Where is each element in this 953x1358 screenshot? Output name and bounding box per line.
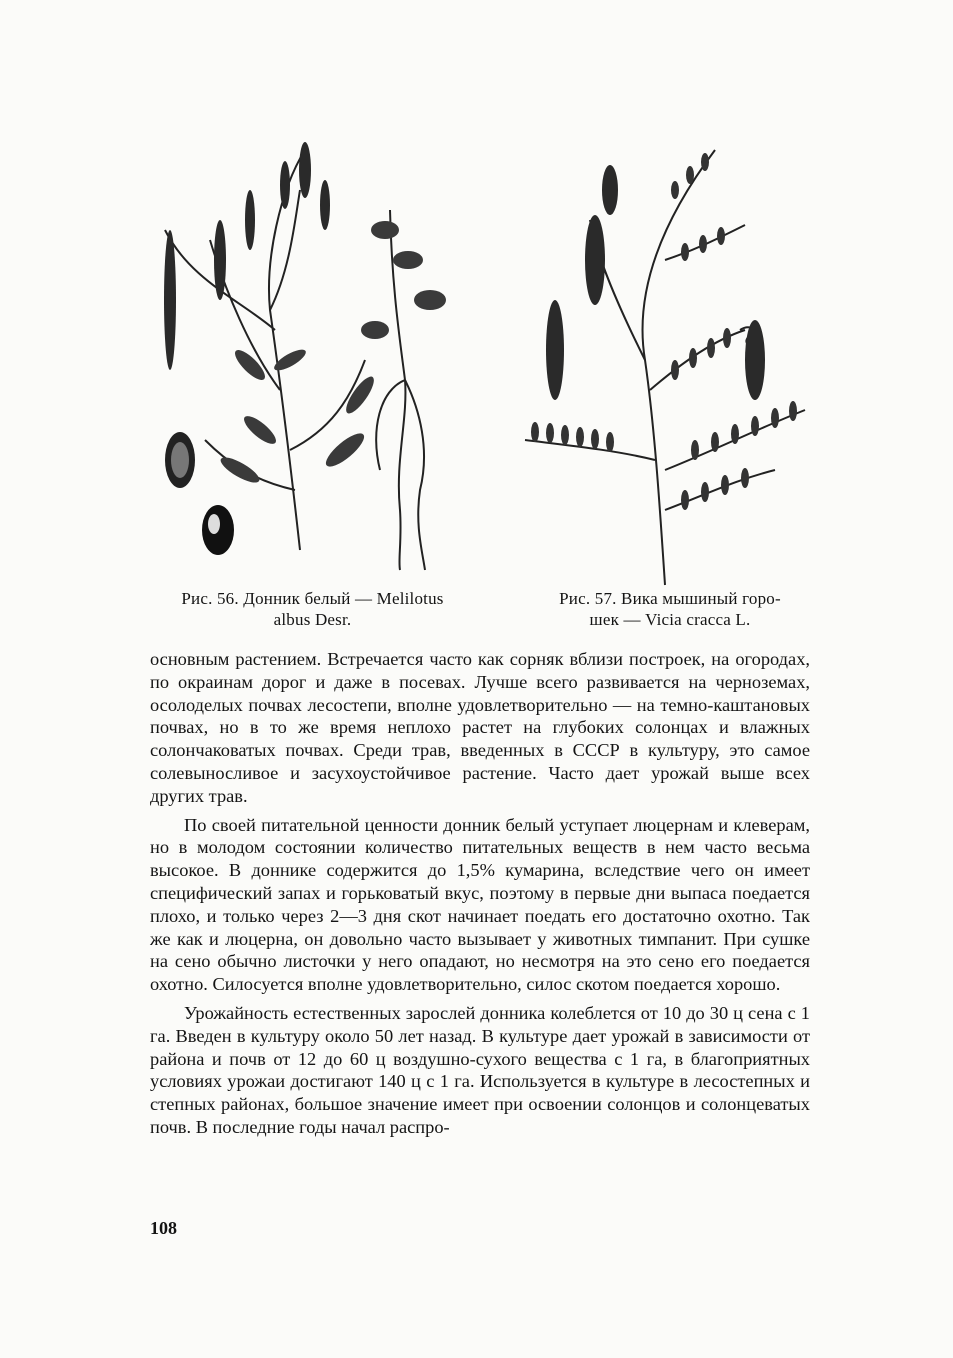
figure-57-caption	[515, 588, 825, 630]
paragraph-3: Урожайность естественных зарослей донника колеблется от 10 до 30 ц сена с 1 га. Введен в культуру около 50 лет назад. В культуре дает урожай в зависимости от района и почв от 12 до 60 ц воздушно-сухого вещества с 1 га, в благоприятных условиях урожаи достигают 140 ц с 1 га. Используется в культуре в лесостепных и степных районах, большое значение имеет при освоении солонцов и солонцеватых почв. В последние годы начал распро-	[150, 1002, 810, 1137]
paragraph-2: По своей питательной ценности донник белый уступает люцернам и клеверам, но в молодом состоянии количество питательных веществ в нем часто весьма высокое. В доннике содержится до 1,5% кумарина, вследствие чего он имеет специфический запах и горьковатый вкус, поэтому в первые дни выпаса поедается плохо, и только через 2—3 дня скот начинает поедать его достаточно охотно. Так же как и люцерна, он довольно часто вызывает у животных тимпанит. При сушке на сено обычно листочки у него опадают, но несмотря на это сено его поедается охотно. Силосуется вполне удовлетворительно, силос скотом поедается хорошо.	[150, 814, 810, 995]
caption-line: Рис. 56. Донник белый — Melilotus	[181, 589, 444, 608]
body-text	[150, 648, 810, 1145]
page-number: 108	[150, 1218, 177, 1238]
paragraph-1: основным растением. Встречается часто как сорняк вблизи построек, на огородах, по окраинам дорог и даже в посевах. Лучше всего развивается на черноземах, осолоделых почвах лесостепи, вполне удовлетворительно — на темно-каштановых почвах, но в то же время неплохо растет на глубоких солонцах и влажных солончаковатых почвах. Среди трав, введенных в СССР в культуру, это самое солевыносливое и засухоустойчивое растение. Часто дает урожай выше всех других трав.	[150, 649, 810, 806]
caption-line: шек — Vicia cracca L.	[589, 610, 751, 629]
caption-line: Рис. 57. Вика мышиный горо-	[559, 589, 781, 608]
melilotus-illustration	[130, 130, 480, 590]
vicia-illustration	[515, 130, 835, 590]
figures-area	[130, 130, 830, 590]
caption-line: albus Desr.	[273, 610, 352, 629]
figure-56-caption	[140, 588, 485, 630]
